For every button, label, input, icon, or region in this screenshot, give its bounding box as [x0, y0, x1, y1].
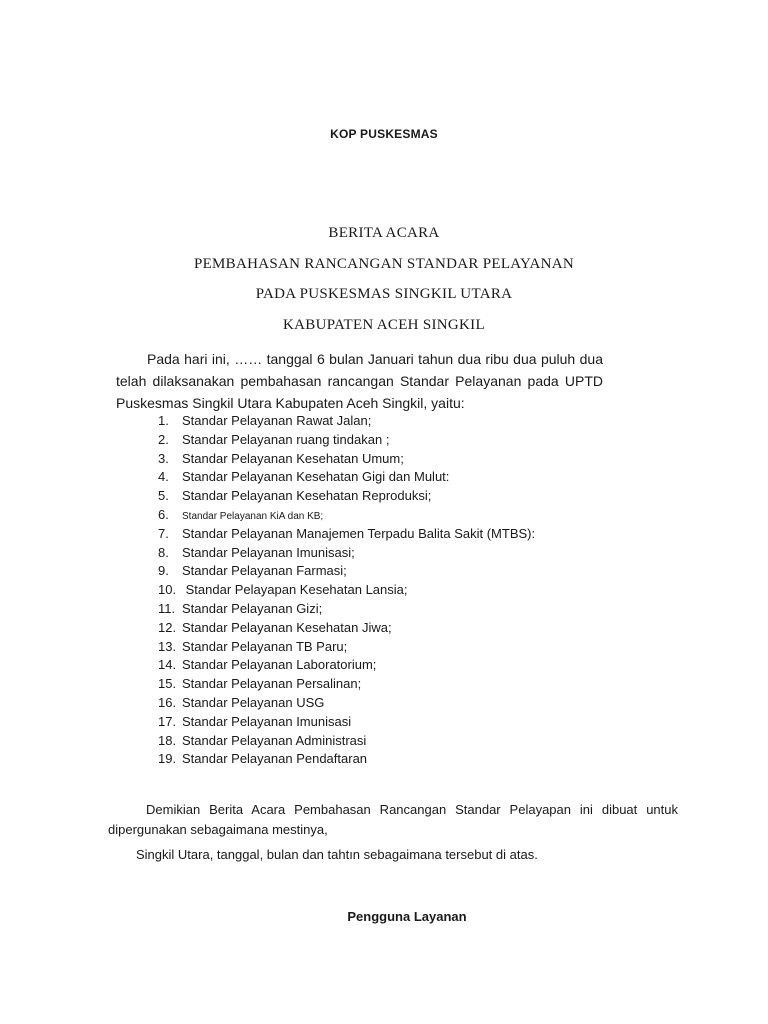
- standards-list: [158, 412, 535, 769]
- list-item: [158, 431, 535, 450]
- list-number: 13.: [158, 638, 177, 654]
- list-text: Standar Pelayanan Pendaftaran: [182, 751, 368, 767]
- list-number: 19.: [158, 751, 177, 767]
- list-text: Standar Pelayanan Persalinan;: [182, 676, 362, 692]
- list-text: Standar Pelayanan KiA dan KB;: [182, 510, 324, 522]
- list-item: [158, 412, 535, 431]
- list-number: 5.: [158, 488, 169, 504]
- list-text: Standar Pelayanan Farmasi;: [182, 563, 347, 579]
- list-item: [158, 544, 535, 563]
- list-item: [158, 581, 535, 600]
- doc-title: BERITA ACARA: [328, 225, 440, 241]
- list-item: [158, 525, 535, 544]
- list-text: Standar Pelayanan Rawat Jalan;: [182, 413, 372, 428]
- doc-subtitle: PEMBAHASAN RANCANGAN STANDAR PELAYANAN: [193, 256, 575, 272]
- list-number: 6.: [158, 506, 169, 522]
- list-text: Standar Pelayanan Manajemen Terpadu Balita Sakit (MTBS):: [182, 525, 536, 541]
- list-text: Standar Pelayanan Gizi;: [182, 600, 323, 616]
- list-item: [158, 713, 535, 732]
- list-number: 2.: [158, 431, 169, 447]
- list-text: Standar Pelayanan ruang tindakan ;: [182, 431, 390, 447]
- list-item: [158, 450, 535, 469]
- list-number: 12.: [158, 619, 177, 635]
- list-item: [158, 506, 535, 525]
- list-text: Standar Pelayanan Imunisasi: [182, 713, 352, 729]
- signer-label: Pengguna Layanan: [347, 909, 467, 924]
- list-number: 3.: [158, 450, 169, 466]
- list-text: Standar Pelayanan Kesehatan Umum;: [182, 450, 404, 466]
- list-number: 10.: [158, 582, 177, 598]
- list-item: [158, 675, 535, 694]
- list-item: [158, 732, 535, 751]
- list-text: Standar Pelayanan Laboratorium;: [182, 657, 377, 673]
- place-date-line: Singkil Utara, tanggal, bulan dan tahtın sebagaimana tersebut di atas.: [136, 847, 538, 862]
- letterhead-placeholder: KOP PUSKESMAS: [330, 127, 438, 141]
- list-text: Standar Pelayanan TB Paru;: [182, 638, 348, 654]
- list-text: Standar Pelayanan Kesehatan Reproduksi;: [182, 488, 432, 504]
- list-number: 8.: [158, 544, 169, 560]
- doc-subtitle-region: KABUPATEN ACEH SINGKIL: [283, 317, 485, 333]
- list-number: 14.: [158, 657, 177, 673]
- list-number: 9.: [158, 563, 169, 579]
- list-item: [158, 562, 535, 581]
- list-number: 11.: [158, 600, 176, 616]
- list-item: [158, 750, 535, 769]
- list-item: [158, 638, 535, 657]
- list-number: 15.: [158, 676, 177, 692]
- list-text: Standar Pelayanan Kesehatan Gigi dan Mulut:: [182, 469, 450, 485]
- list-number: 17.: [158, 713, 177, 729]
- doc-subtitle-location: PADA PUSKESMAS SINGKIL UTARA: [255, 286, 513, 302]
- list-number: 7.: [158, 525, 169, 541]
- list-item: [158, 694, 535, 713]
- list-number: 1.: [158, 413, 169, 428]
- closing-paragraph: Demikian Berita Acara Pembahasan Rancangan Standar Pelayapan ini dibuat untuk dipergunakan sebagaimana mestinya,: [108, 802, 678, 837]
- list-item: [158, 619, 535, 638]
- list-item: [158, 468, 535, 487]
- list-text: Standar Pelayapan Kesehatan Lansia;: [182, 582, 408, 598]
- list-text: Standar Pelayanan Imunisasi;: [182, 544, 355, 560]
- list-number: 16.: [158, 694, 177, 710]
- list-item: [158, 600, 535, 619]
- list-item: [158, 487, 535, 506]
- list-number: 18.: [158, 732, 177, 748]
- opening-paragraph: Pada hari ini, …… tanggal 6 bulan Januari tahun dua ribu dua puluh dua telah dilaksanakan pembahasan rancangan Standar Pelayanan pada UPTD Puskesmas Singkil Utara Kabupaten Aceh Singkil, yaitu:: [116, 351, 603, 411]
- list-number: 4.: [158, 469, 169, 485]
- list-item: [158, 656, 535, 675]
- list-text: Standar Pelayanan Kesehatan Jiwa;: [182, 619, 392, 635]
- list-text: Standar Pelayanan Administrasi: [182, 732, 367, 748]
- list-text: Standar Pelayanan USG: [182, 694, 325, 710]
